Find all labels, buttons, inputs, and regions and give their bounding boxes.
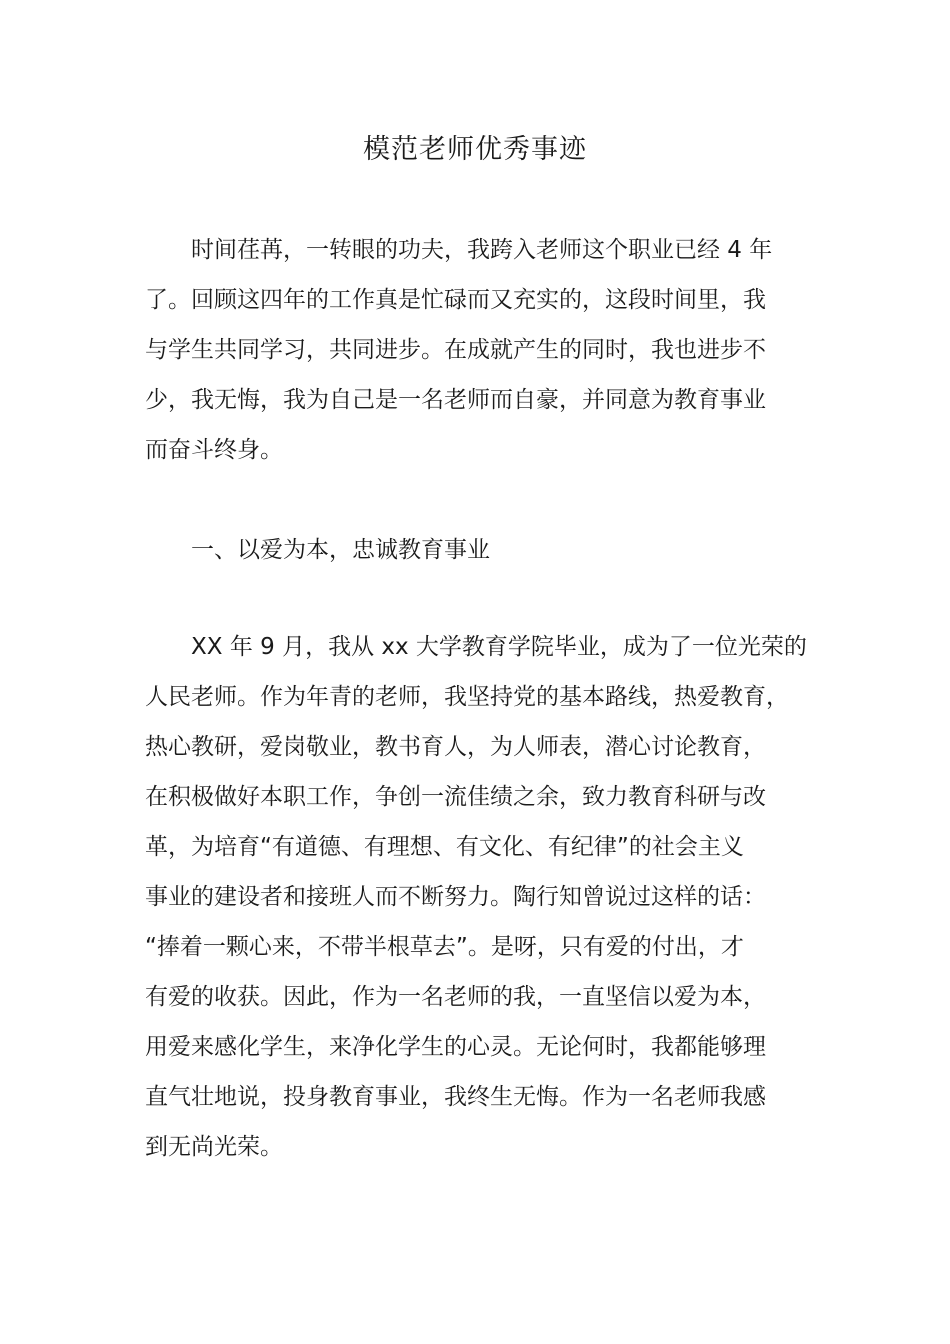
- paragraph-line: 少，我无悔，我为自己是一名老师而自豪，并同意为教育事业: [145, 387, 766, 413]
- paragraph-line: 有爱的收获。因此，作为一名老师的我，一直坚信以爱为本，: [145, 984, 766, 1010]
- paragraph-line: 到无尚光荣。: [145, 1134, 283, 1160]
- intro-paragraph: [145, 225, 817, 475]
- paragraph-line: 时间荏苒，一转眼的功夫，我跨入老师这个职业已经 4 年: [191, 237, 773, 263]
- section-heading-text: 一、以爱为本，忠诚教育事业: [191, 537, 490, 563]
- paragraph-line: “捧着一颗心来，不带半根草去”。是呀，只有爱的付出，才: [145, 934, 744, 960]
- paragraph-line: 而奋斗终身。: [145, 437, 283, 463]
- paragraph-line: 人民老师。作为年青的老师，我坚持党的基本路线，热爱教育，: [145, 684, 789, 710]
- paragraph-line: 用爱来感化学生，来净化学生的心灵。无论何时，我都能够理: [145, 1034, 766, 1060]
- paragraph-line: 与学生共同学习，共同进步。在成就产生的同时，我也进步不: [145, 337, 766, 363]
- paragraph-line: 了。回顾这四年的工作真是忙碌而又充实的，这段时间里，我: [145, 287, 766, 313]
- section-paragraph: [145, 622, 817, 1172]
- paragraph-line: 事业的建设者和接班人而不断努力。陶行知曾说过这样的话：: [145, 884, 766, 910]
- paragraph-line: 革，为培育“有道德、有理想、有文化、有纪律”的社会主义: [145, 834, 744, 860]
- document-title: 模范老师优秀事迹: [363, 134, 587, 165]
- paragraph-line: 热心教研，爱岗敬业，教书育人，为人师表，潜心讨论教育，: [145, 734, 766, 760]
- paragraph-line: 在积极做好本职工作，争创一流佳绩之余，致力教育科研与改: [145, 784, 766, 810]
- section-heading: [145, 525, 817, 575]
- paragraph-line: 直气壮地说，投身教育事业，我终生无悔。作为一名老师我感: [145, 1084, 766, 1110]
- paragraph-line: XX 年 9 月，我从 xx 大学教育学院毕业，成为了一位光荣的: [191, 634, 807, 660]
